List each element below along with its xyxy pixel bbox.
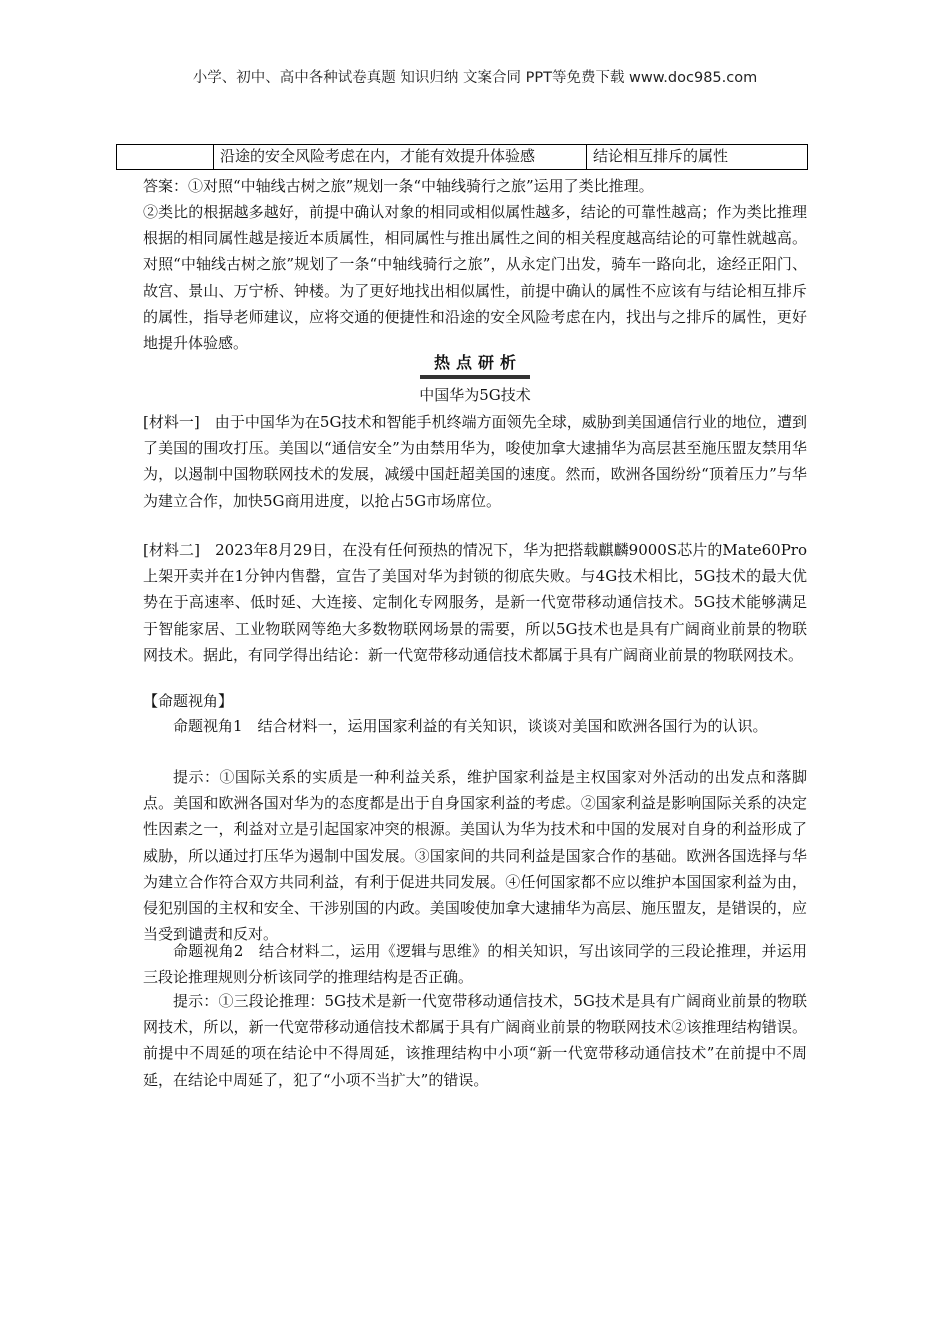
answer-line-1: 答案：①对照“中轴线古树之旅”规划一条“中轴线骑行之旅”运用了类比推理。 — [143, 177, 654, 195]
section-title: 热点研析 — [0, 350, 950, 379]
answer-table — [116, 144, 808, 170]
question-2: 命题视角2 结合材料二，运用《逻辑与思维》的相关知识，写出该同学的三段论推理，并运用三段论推理规则分析该同学的推理结构是否正确。 — [143, 942, 807, 987]
table-cell: 结论相互排斥的属性 — [587, 145, 808, 170]
material-one: [材料一] 由于中国华为在5G技术和智能手机终端方面领先全球，威胁到美国通信行业的地位，遭到了美国的围攻打压。美国以“通信安全”为由禁用华为，唆使加拿大逮捕华为高层甚至施压盟友禁用华为，以遏制中国物联网技术的发展，减缓中国赶超美国的速度。然而，欧洲各国纷纷“顶着压力”与华为建立合作，加快5G商用进度，以抢占5G市场席位。 — [143, 413, 807, 510]
section-subtitle: 中国华为5G技术 — [419, 386, 531, 404]
page-header: 小学、初中、高中各种试卷真题 知识归纳 文案合同 PPT等免费下载 www.doc985.com — [192, 70, 758, 86]
table-row — [117, 145, 808, 170]
table-cell: 沿途的安全风险考虑在内，才能有效提升体验感 — [214, 145, 587, 170]
table-cell — [117, 145, 214, 170]
answer-paragraph-2: ②类比的根据越多越好，前提中确认对象的相同或相似属性越多，结论的可靠性越高；作为类比推理根据的相同属性越是接近本质属性，相同属性与推出属性之间的相关程度越高结论的可靠性就越高。对照“中轴线古树之旅”规划了一条“中轴线骑行之旅”，从永定门出发，骑车一路向北，途经正阳门、故宫、景山、万宁桥、钟楼。为了更好地找出相似属性，前提中确认的属性不应该有与结论相互排斥的属性，指导老师建议，应将交通的便捷性和沿途的安全风险考虑在内，找出与之排斥的属性，更好地提升体验感。 — [143, 203, 807, 353]
answer-1: 提示：①国际关系的实质是一种利益关系，维护国家利益是主权国家对外活动的出发点和落脚点。美国和欧洲各国对华为的态度都是出于自身国家利益的考虑。②国家利益是影响国际关系的决定性因素之一，利益对立是引起国家冲突的根源。美国认为华为技术和中国的发展对自身的利益形成了威胁，所以通过打压华为遏制中国发展。③国家间的共同利益是国家合作的基础。欧洲各国选择与华为建立合作符合双方共同利益，有利于促进共同发展。④任何国家都不应以维护本国国家利益为由，侵犯别国的主权和安全、干涉别国的内政。美国唆使加拿大逮捕华为高层、施压盟友，是错误的，应当受到谴责和反对。 — [143, 768, 807, 944]
material-two: [材料二] 2023年8月29日，在没有任何预热的情况下，华为把搭载麒麟9000S芯片的Mate60Pro上架开卖并在1分钟内售罄，宣告了美国对华为封锁的彻底失败。与4G技术相比，5G技术的最大优势在于高速率、低时延、大连接、定制化专网服务，是新一代宽带移动通信技术。5G技术能够满足于智能家居、工业物联网等绝大多数物联网场景的需要，所以5G技术也是具有广阔商业前景的物联网技术。据此，有同学得出结论：新一代宽带移动通信技术都属于具有广阔商业前景的物联网技术。 — [143, 541, 807, 664]
answer-2: 提示：①三段论推理：5G技术是新一代宽带移动通信技术，5G技术是具有广阔商业前景的物联网技术，所以，新一代宽带移动通信技术都属于具有广阔商业前景的物联网技术②该推理结构错误。前提中不周延的项在结论中不得周延，该推理结构中小项“新一代宽带移动通信技术”在前提中不周延，在结论中周延了，犯了“小项不当扩大”的错误。 — [143, 992, 807, 1089]
questions-heading: 【命题视角】 — [143, 692, 234, 710]
question-1: 命题视角1 结合材料一，运用国家利益的有关知识，谈谈对美国和欧洲各国行为的认识。 — [173, 717, 768, 735]
